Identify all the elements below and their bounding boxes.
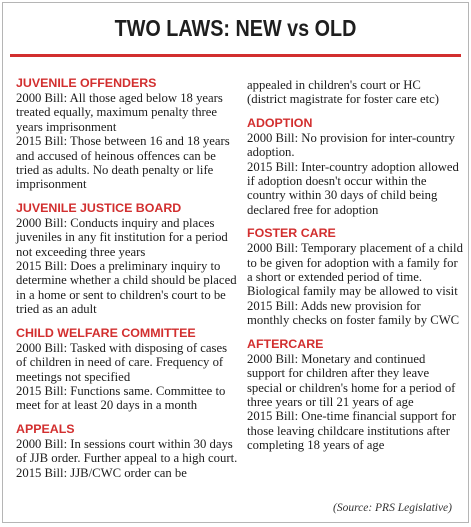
section-juvenile-justice-board	[16, 201, 238, 317]
section-text-2000: 2000 Bill: Temporary placement of a child to be given for adoption with a family for a short or extended period of time. Biological family may be allowed to visit	[247, 241, 463, 299]
section-text-2000: 2000 Bill: In sessions court within 30 days of JJB order. Further appeal to a high court.	[16, 436, 238, 466]
section-text-2015: 2015 Bill: Inter-country adoption allowed if adoption doesn't occur within the country within 30 days of child being declared free for adoption	[247, 159, 459, 217]
section-heading: CHILD WELFARE COMMITTEE	[16, 325, 196, 340]
right-column	[247, 78, 463, 462]
section-text-2000: 2000 Bill: Conducts inquiry and places juveniles in any fit institution for a period not exceeding three years	[16, 215, 228, 259]
section-child-welfare-committee	[16, 326, 238, 413]
section-text-2000: 2000 Bill: No provision for inter-country adoption.	[247, 130, 456, 160]
section-aftercare	[247, 337, 463, 453]
source-credit: (Source: PRS Legislative)	[332, 502, 452, 514]
section-text-2015: 2015 Bill: Functions same. Committee to meet for at least 20 days in a month	[16, 383, 226, 413]
section-heading: JUVENILE OFFENDERS	[16, 76, 157, 90]
section-heading: FOSTER CARE	[247, 226, 336, 241]
section-heading: JUVENILE JUSTICE BOARD	[16, 200, 182, 215]
section-text-2000: 2000 Bill: All those aged below 18 years treated equally, maximum penalty three years imprisonment	[16, 91, 223, 134]
section-text-2000: 2000 Bill: Monetary and continued support for children after they leave special or children's home for a period of three years or till 21 years of age	[247, 351, 456, 409]
section-text-2015: 2015 Bill: Those between 16 and 18 years and accused of heinous offences can be tried as adults. No death penalty or life imprisonment	[16, 134, 230, 192]
section-heading: APPEALS	[16, 421, 75, 436]
section-foster-care	[247, 226, 463, 327]
section-text-2015: 2015 Bill: One-time financial support for those leaving childcare institutions after completing 18 years of age	[247, 409, 456, 453]
section-heading: ADOPTION	[247, 115, 313, 130]
section-text-2015: 2015 Bill: Does a preliminary inquiry to determine whether a child should be placed in a home or sent to children's court to be tried as an adult	[16, 259, 237, 317]
section-text-2000: 2000 Bill: Tasked with disposing of cases of children in need of care. Frequency of meetings not specified	[16, 340, 228, 384]
section-text-2015: 2015 Bill: Adds new provision for monthly checks on foster family by CWC	[247, 298, 460, 328]
section-heading: AFTERCARE	[247, 336, 324, 351]
section-text-continued: appealed in children's court or HC (district magistrate for foster care etc)	[247, 78, 439, 107]
section-juvenile-offenders	[16, 76, 238, 192]
infographic-title: TWO LAWS: NEW vs OLD	[114, 15, 357, 41]
infographic	[2, 2, 469, 523]
left-column	[16, 76, 238, 489]
section-appeals-continued	[247, 78, 463, 107]
section-text-2015: 2015 Bill: JJB/CWC order can be	[16, 465, 187, 480]
section-adoption	[247, 116, 463, 217]
title-underline	[10, 54, 461, 57]
section-appeals	[16, 422, 238, 480]
